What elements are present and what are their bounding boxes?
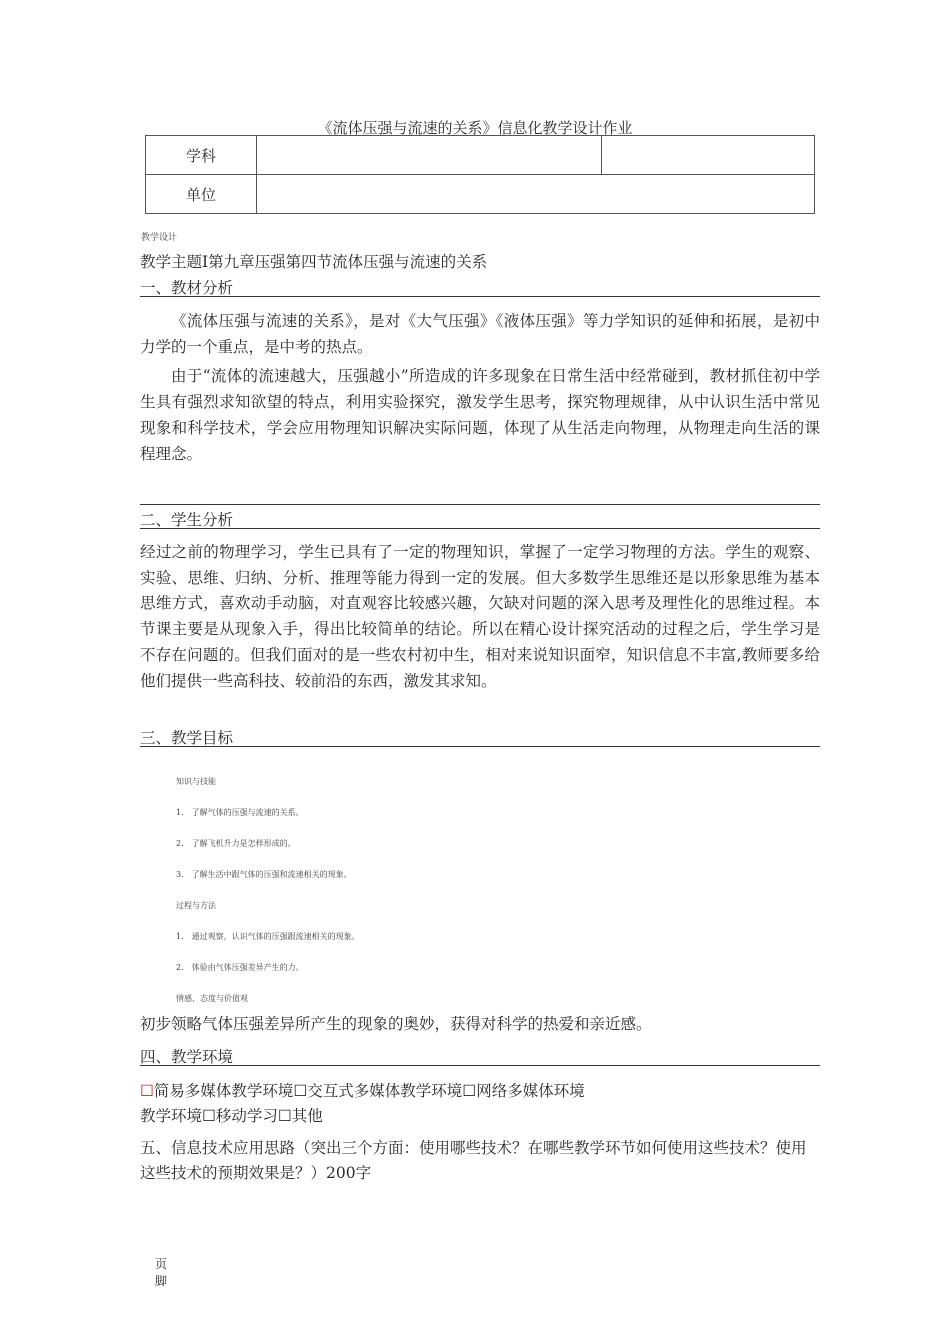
footer-line-2: 脚 [155,1274,168,1288]
section2-paragraph: 经过之前的物理学习，学生已具有了一定的物理知识，掌握了一定学习物理的方法。学生的观察、实验、思维、归纳、分析、推理等能力得到一定的发展。但大多数学生思维还是以形象思维为基本思维方式，喜欢动手动脑，对直观容比较感兴趣，欠缺对问题的深入思考及理性化的思维过程。本节课主要是从现象入手，得出比较简单的结论。所以在精心设计探究活动的过程之后，学生学习是不存在问题的。但我们面对的是一些农村初中生，相对来说知识面窄，知识信息不丰富,教师要多给他们提供一些高科技、较前沿的东西，激发其求知。 [140,543,820,690]
footer [155,1256,167,1290]
unit-label: 单位 [146,175,257,214]
knowledge-item-1: 1. 了解气体的压强与流速的关系。 [176,808,304,817]
section2-heading: 二、学生分析 [140,511,234,529]
section4-heading: 四、教学环境 [140,1048,234,1066]
simple-multimedia-checkbox[interactable]: ☐ [140,1082,154,1100]
theme-line: 教学主题Ⅰ第九章压强第四节流体压强与流速的关系 [140,253,488,271]
section3-heading: 三、教学目标 [140,729,234,747]
emotion-text: 初步领略气体压强差异所产生的现象的奥妙，获得对科学的热爱和亲近感。 [140,1015,652,1033]
unit-value-cell[interactable] [257,175,815,214]
section1-heading: 一、教材分析 [140,279,234,297]
section2-rule [140,528,820,529]
environment-line-2: 教学环境☐移动学习☐其他 [140,1107,323,1125]
footer-line-1: 页 [155,1257,168,1271]
knowledge-item-3: 3. 了解生活中跟气体的压强和流速相关的现象。 [176,870,352,879]
section4-rule [140,1065,820,1066]
process-method-label: 过程与方法 [176,901,216,910]
section1-rule [140,296,820,297]
info-table [145,135,815,214]
knowledge-skills-label: 知识与技能 [176,777,216,786]
subject-extra-cell[interactable] [602,136,815,175]
section2-top-rule [140,504,820,505]
environment-options-text: 简易多媒体教学环境☐交互式多媒体教学环境☐网络多媒体环境 [153,1082,585,1100]
subject-value-cell[interactable] [257,136,602,175]
knowledge-item-2: 2. 了解飞机升力是怎样形成的。 [176,839,296,848]
document-title: 《流体压强与流速的关系》信息化教学设计作业 [317,119,633,137]
design-small-label: 教学设计 [141,233,178,243]
section1-paragraph-2: 由于“流体的流速越大，压强越小”所造成的许多现象在日常生活中经常碰到，教材抓住初中学生具有强烈求知欲望的特点，利用实验探究，激发学生思考，探究物理规律，从中认识生活中常见现象和科学技术，学会应用物理知识解决实际问题，体现了从生活走向物理，从物理走向生活的课程理念。 [140,367,820,463]
emotion-label: 情感、态度与价值观 [176,994,248,1003]
section5-heading: 五、信息技术应用思路（突出三个方面：使用哪些技术？在哪些教学环节如何使用这些技术？使用这些技术的预期效果是？）200字 [140,1139,807,1182]
section3-rule [140,746,820,747]
section1-paragraph-1: 《流体压强与流速的关系》，是对《大气压强》《液体压强》等力学知识的延伸和拓展，是初中力学的一个重点，是中考的热点。 [140,312,820,356]
environment-line-1 [140,1079,820,1101]
subject-label: 学科 [146,136,257,175]
process-item-2: 2. 体验由气体压强差异产生的力。 [176,963,304,972]
process-item-1: 1. 通过观察，认识气体的压强跟流速相关的现象。 [176,932,360,941]
